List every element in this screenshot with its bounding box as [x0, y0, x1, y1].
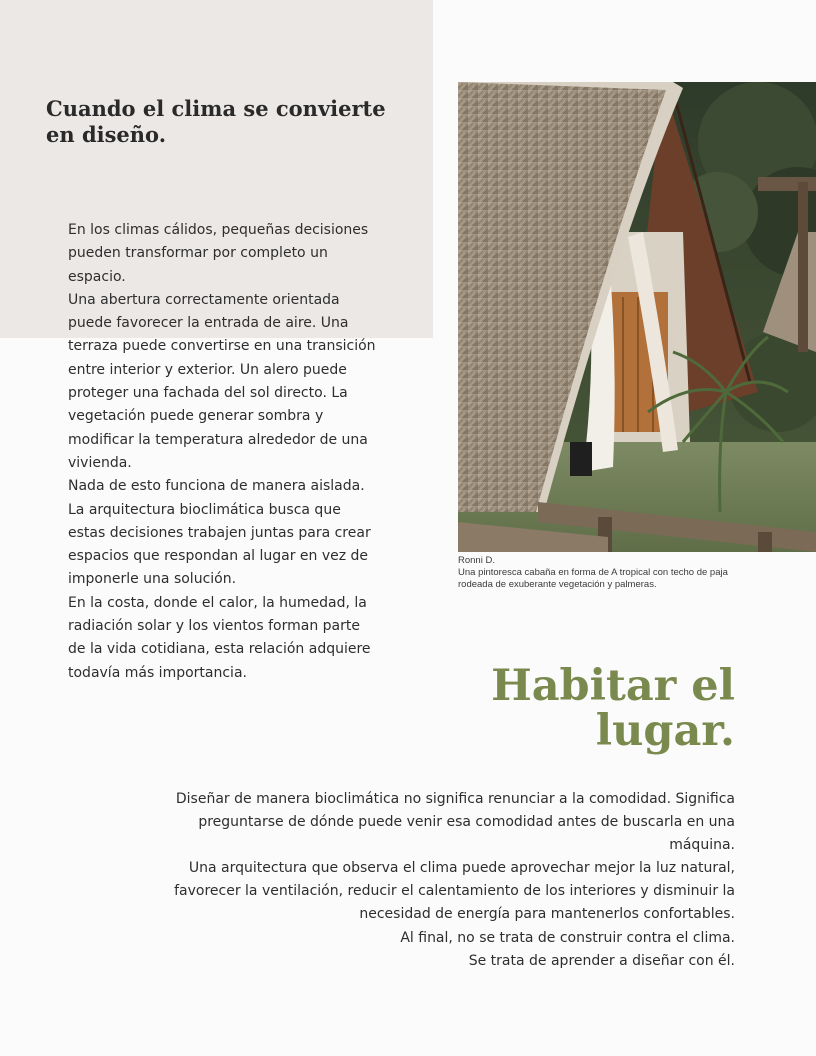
paragraph: Una abertura correctamente orientada puede favorecer la entrada de aire. Una terraza puede convertirse en una transición entre interior y exterior. Un alero puede proteger una fachada del sol directo. La vegetación puede generar sombra y modificar la temperatura alrededor de una vivienda. — [68, 291, 376, 471]
caption-line: rodeada de exuberante vegetación y palmeras. — [458, 579, 657, 590]
cabin-photo — [458, 82, 816, 552]
paragraph: Una arquitectura que observa el clima puede aprovechar mejor la luz natural, favorecer la ventilación, reducir el calentamiento de los interiores y disminuir la necesidad de energía para mantenerlos confortables. — [174, 860, 735, 923]
photo-caption — [458, 555, 758, 591]
paragraph: Se trata de aprender a diseñar con él. — [468, 952, 735, 969]
paragraph: Nada de esto funciona de manera aislada. La arquitectura bioclimática busca que estas decisiones trabajen juntas para crear espacios que respondan al lugar en vez de imponerle una solución. — [68, 478, 371, 588]
section-title-accent: Habitar el lugar. — [491, 661, 735, 756]
paragraph: En los climas cálidos, pequeñas decisiones pueden transformar por completo un espacio. — [68, 222, 369, 285]
intro-text — [68, 219, 378, 685]
cabin-illustration — [458, 82, 816, 552]
paragraph: Diseñar de manera bioclimática no significa renunciar a la comodidad. Significa preguntarse de dónde puede venir esa comodidad antes de buscarla en una máquina. — [175, 791, 735, 854]
section-title: Cuando el clima se convierte en diseño. — [46, 96, 386, 147]
photo-credit: Ronni D. — [458, 555, 495, 566]
paragraph: Al final, no se trata de construir contra el clima. — [400, 929, 735, 946]
closing-text — [170, 788, 735, 973]
paragraph: En la costa, donde el calor, la humedad, la radiación solar y los vientos forman parte de la vida cotidiana, esta relación adquiere todavía más importancia. — [68, 594, 371, 681]
caption-line: Una pintoresca cabaña en forma de A tropical con techo de paja — [458, 567, 728, 578]
